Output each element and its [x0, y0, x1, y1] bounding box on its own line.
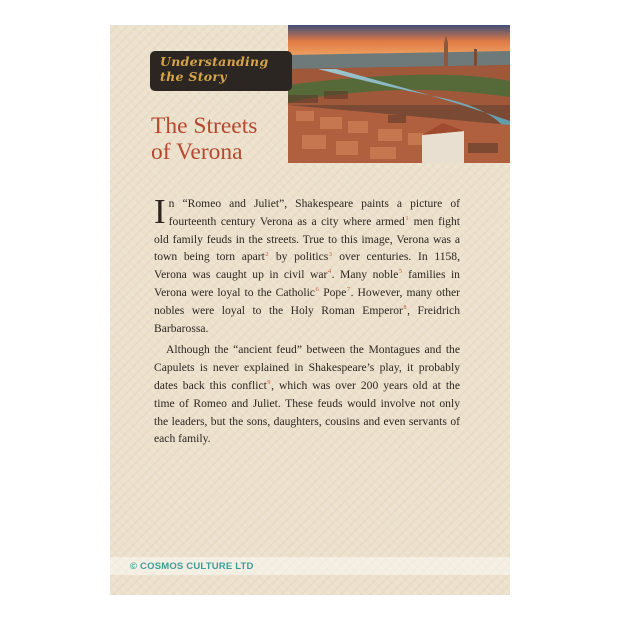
footnote-marker: 9	[267, 379, 271, 387]
text-span: , Freidrich Barbarossa.	[154, 303, 460, 335]
verona-photo	[288, 25, 510, 163]
footnote-marker: 3	[328, 250, 333, 258]
text-span: men fight old family feuds in the streets. True to this image, Verona was a town being torn apart	[154, 214, 460, 264]
book-page	[110, 25, 510, 595]
footnote-marker: 1	[405, 214, 409, 222]
text-span: families in Verona were loyal to the Catholic	[154, 268, 460, 299]
body-text	[154, 192, 461, 452]
paragraph-1	[154, 192, 461, 337]
text-span: . However, many other nobles were loyal to the Holy Roman Emperor	[154, 285, 461, 317]
footnote-marker: 7	[346, 286, 351, 294]
title-line-2: of Verona	[151, 139, 243, 165]
text-span: by politics	[269, 250, 329, 264]
page-title	[151, 113, 291, 165]
footnote-marker: 4	[327, 268, 332, 276]
footnote-marker: 2	[265, 250, 269, 258]
badge-line-2: the Story	[160, 69, 227, 84]
section-badge	[150, 51, 292, 91]
text-span: Pope	[319, 285, 347, 299]
badge-line-1: Understanding	[160, 54, 269, 69]
footnote-marker: 6	[315, 286, 319, 294]
text-span: Although the “ancient feud” between the Montagues and the Capulets is never explained in Shakespeare’s play, it probably dates back this conflict	[154, 343, 460, 392]
footnote-marker: 5	[398, 268, 403, 276]
title-line-1: The Streets	[151, 113, 258, 139]
paragraph-2	[154, 341, 460, 448]
drop-cap: I	[154, 192, 166, 231]
text-span: n “Romeo and Juliet”, Shakespeare paints a picture of fourteenth century Verona as a city where armed	[168, 197, 460, 228]
copyright-footer: © COSMOS CULTURE LTD	[130, 561, 254, 572]
text-span: over centuries. In 1158, Verona was caught up in civil war	[154, 250, 460, 282]
footnote-marker: 8	[403, 303, 407, 311]
text-span: . Many noble	[331, 268, 399, 282]
text-span: , which was over 200 years old at the time of Romeo and Juliet. These feuds would involve not only the leaders, but the sons, daughters, cousins and even servants of each family.	[154, 378, 460, 446]
